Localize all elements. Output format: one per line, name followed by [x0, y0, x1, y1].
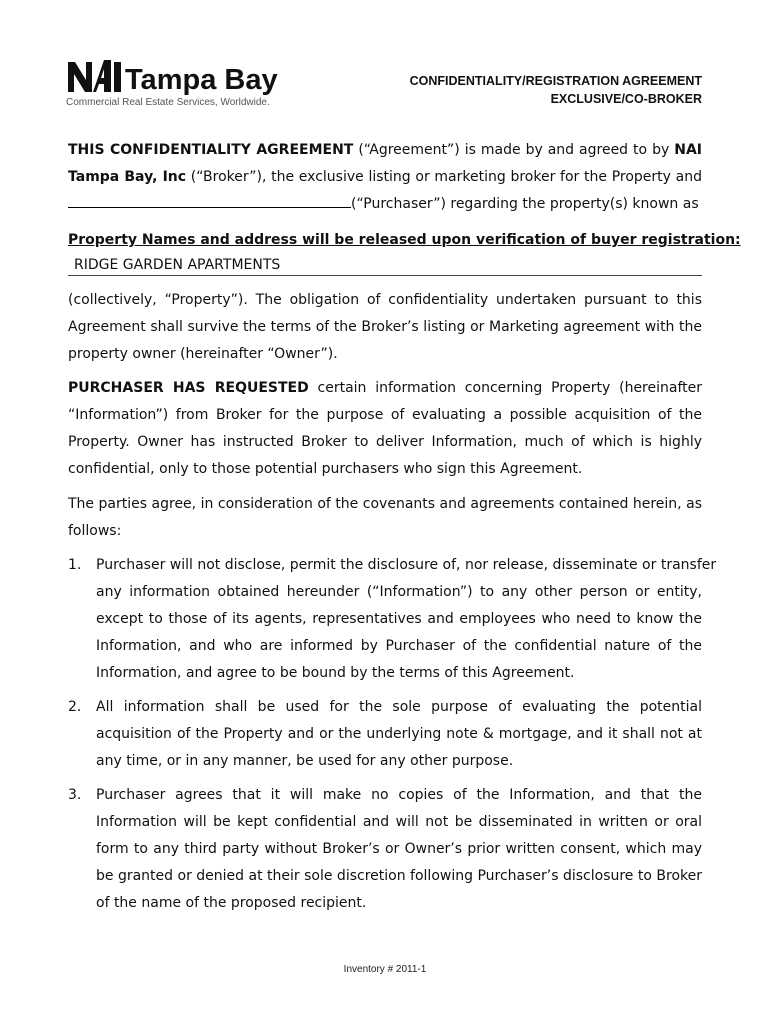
list-1-line-4: Information, and who are informed by Purchaser of the confidential nature of the — [96, 638, 702, 654]
property-name-field[interactable] — [68, 254, 702, 276]
intro-lead: THIS CONFIDENTIALITY AGREEMENT — [68, 142, 354, 158]
p2-lead: PURCHASER HAS REQUESTED — [68, 380, 309, 396]
p2-line-3: Property. Owner has instructed Broker to deliver Information, much of which is highly — [68, 434, 702, 450]
intro-paragraph — [68, 137, 702, 218]
nai-logo-mark — [66, 56, 306, 96]
intro-text-2: (“Broker”), the exclusive listing or marketing broker for the Property and — [186, 169, 702, 185]
list-1-line-2: any information obtained hereunder (“Information”) to any other person or entity, — [96, 584, 702, 600]
intro-text-3: (“Purchaser”) regarding the property(s) known as — [351, 196, 699, 212]
list-3-line-3: form to any third party without Broker’s or Owner’s prior written consent, which may — [96, 841, 702, 857]
svg-text:Tampa Bay: Tampa Bay — [125, 64, 278, 96]
list-1-line-5: Information, and agree to be bound by the terms of this Agreement. — [96, 665, 575, 681]
p3-line-1: The parties agree, in consideration of the covenants and agreements contained herein, as — [68, 496, 702, 512]
property-name: RIDGE GARDEN APARTMENTS — [74, 257, 281, 273]
p2-text: certain information concerning Property (hereinafter — [308, 380, 703, 396]
broker-name-part1: NAI — [674, 142, 703, 158]
p2-line-4: confidential, only to those potential purchasers who sign this Agreement. — [68, 461, 583, 477]
list-number: 3. — [68, 787, 82, 803]
title-line-2: EXCLUSIVE/CO-BROKER — [550, 92, 702, 106]
list-1-line-3: except to those of its agents, representatives and employees who need to know the — [96, 611, 702, 627]
list-3-line-5: of the name of the proposed recipient. — [96, 895, 367, 911]
p2-line-1 — [68, 375, 702, 402]
list-number: 1. — [68, 557, 82, 573]
inventory-number: Inventory # 2011-1 — [343, 964, 427, 975]
intro-text: (“Agreement”) is made by and agreed to by — [353, 142, 675, 158]
company-logo — [66, 56, 306, 110]
list-3-line-1: Purchaser agrees that it will make no copies of the Information, and that the — [96, 787, 702, 803]
list-2-line-1: All information shall be used for the sole purpose of evaluating the potential — [96, 699, 702, 715]
purchaser-blank-field[interactable] — [68, 193, 351, 208]
intro-line-2 — [68, 164, 702, 191]
list-item-3 — [68, 782, 702, 917]
list-2-line-2: acquisition of the Property and or the underlying note & mortgage, and it shall not at — [96, 726, 702, 742]
intro-line-1 — [68, 137, 702, 164]
list-3-line-2: Information will be kept confidential and will not be disseminated in written or oral — [96, 814, 702, 830]
paragraph-parties-agree — [68, 491, 702, 545]
title-line-1: CONFIDENTIALITY/REGISTRATION AGREEMENT — [409, 74, 702, 88]
p1-line-1: (collectively, “Property”). The obligation of confidentiality undertaken pursuant to this — [68, 292, 702, 308]
document-title — [410, 72, 702, 108]
property-heading: Property Names and address will be released upon verification of buyer registration: — [68, 232, 741, 248]
list-2-line-3: any time, or in any manner, be used for any other purpose. — [96, 753, 514, 769]
list-number: 2. — [68, 699, 82, 715]
p2-line-2: “Information”) from Broker for the purpose of evaluating a possible acquisition of the — [68, 407, 702, 423]
list-1-line-1: Purchaser will not disclose, permit the disclosure of, nor release, disseminate or transfer — [96, 557, 717, 573]
list-item-1 — [68, 552, 717, 687]
p3-line-2: follows: — [68, 523, 122, 539]
list-3-line-4: be granted or denied at their sole discretion following Purchaser’s disclosure to Broker — [96, 868, 702, 884]
paragraph-property — [68, 287, 702, 368]
paragraph-purchaser-request — [68, 375, 702, 483]
p1-line-2: Agreement shall survive the terms of the Broker’s listing or Marketing agreement with the — [68, 319, 702, 335]
logo-tagline: Commercial Real Estate Services, Worldwide. — [66, 97, 270, 108]
list-item-2 — [68, 694, 702, 775]
broker-name-part2: Tampa Bay, Inc — [68, 169, 187, 185]
p1-line-3: property owner (hereinafter “Owner”). — [68, 346, 338, 362]
intro-line-3 — [68, 191, 702, 218]
